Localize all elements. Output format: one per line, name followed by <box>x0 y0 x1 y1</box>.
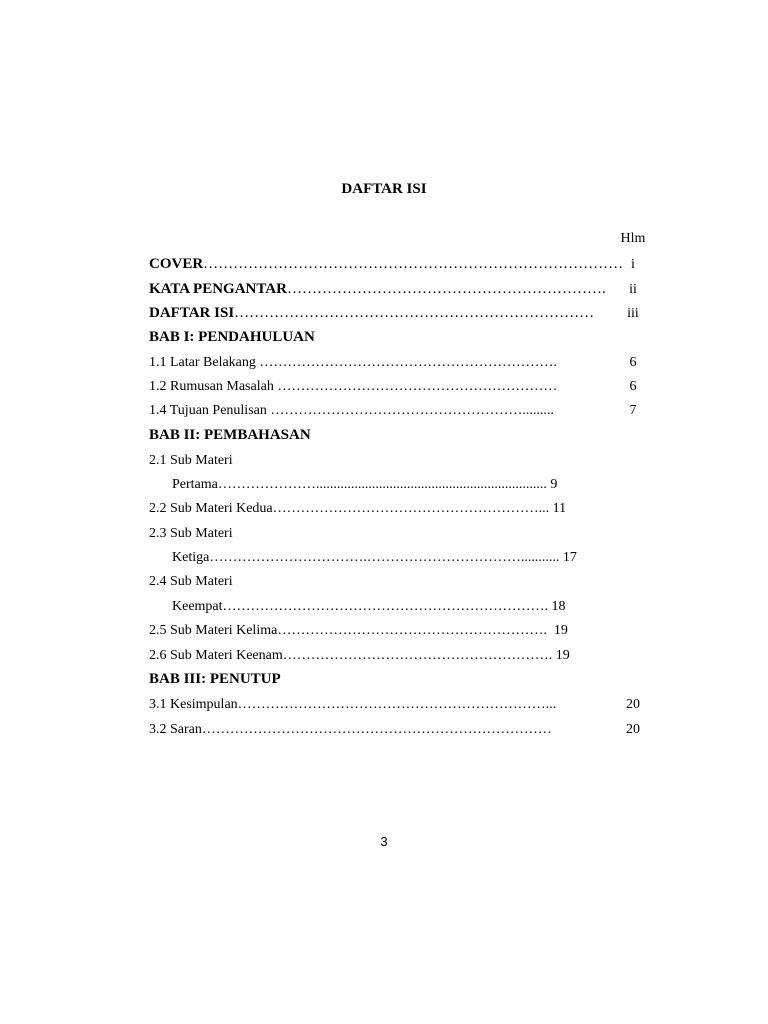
toc-page: 20 <box>626 697 640 712</box>
toc-dots: …………………………………………………. <box>282 648 553 663</box>
toc-label: DAFTAR ISI <box>149 305 235 321</box>
toc-entry-2-1-cont <box>172 477 557 499</box>
toc-page: 7 <box>629 403 637 418</box>
toc-label: 3.2 Saran <box>149 722 202 737</box>
toc-label: KATA PENGANTAR <box>149 281 287 297</box>
toc-label: Pertama <box>172 477 218 492</box>
page-title: DAFTAR ISI <box>341 181 427 197</box>
toc-label: 2.1 Sub Materi <box>149 453 233 468</box>
toc-label: 1.2 Rumusan Masalah <box>149 379 278 394</box>
toc-label: 1.1 Latar Belakang <box>149 355 260 370</box>
toc-page: 11 <box>552 501 567 516</box>
toc-chapter-bab-3 <box>149 671 281 693</box>
toc-entry-1-2 <box>149 379 557 401</box>
toc-dots: ……………………………………………………………… <box>234 305 595 321</box>
toc-label: 2.5 Sub Materi Kelima <box>149 623 278 638</box>
toc-dots: ………………………………………………………………………… <box>203 256 624 272</box>
toc-page: 6 <box>629 379 637 394</box>
toc-label: BAB II: PEMBAHASAN <box>149 427 311 443</box>
toc-label: BAB III: PENUTUP <box>149 671 281 687</box>
toc-entry-3-1 <box>149 697 556 719</box>
toc-entry-1-4 <box>149 403 554 425</box>
toc-entry-2-6 <box>149 648 570 670</box>
toc-label: Ketiga <box>172 550 210 565</box>
toc-page: 6 <box>629 355 637 370</box>
toc-page: 19 <box>555 648 570 663</box>
toc-dots: …………………………………………………………... <box>237 697 557 712</box>
toc-entry-2-3 <box>149 526 233 548</box>
toc-chapter-bab-2 <box>149 427 311 449</box>
toc-page: iii <box>627 306 639 321</box>
toc-dots: …………………………………………………. <box>277 623 547 638</box>
toc-label: 2.4 Sub Materi <box>149 574 233 589</box>
toc-label: COVER <box>149 256 204 272</box>
toc-page: 20 <box>626 722 640 737</box>
footer-page-number: 3 <box>380 834 388 849</box>
toc-entry-kata-pengantar <box>149 281 606 303</box>
toc-label: BAB I: PENDAHULUAN <box>149 329 315 345</box>
toc-page: 19 <box>553 623 568 638</box>
toc-label: Keempat <box>172 599 223 614</box>
toc-entry-2-2 <box>149 501 566 523</box>
toc-label: 2.3 Sub Materi <box>149 526 233 541</box>
toc-entry-2-4 <box>149 574 233 596</box>
toc-label: 1.4 Tujuan Penulisan <box>149 403 271 418</box>
toc-page: 9 <box>550 477 558 492</box>
hlm-header: Hlm <box>620 231 646 246</box>
toc-entry-cover <box>149 256 623 278</box>
toc-page: 17 <box>562 550 577 565</box>
toc-entry-2-1 <box>149 453 233 475</box>
toc-page: 18 <box>551 599 566 614</box>
toc-dots: …………………………………………………... <box>272 501 550 516</box>
toc-chapter-bab-1 <box>149 329 315 351</box>
toc-label: 2.2 Sub Materi Kedua <box>149 501 273 516</box>
toc-dots: ………………………………………………......... <box>270 403 554 418</box>
toc-entry-2-5 <box>149 623 568 645</box>
toc-label: 2.6 Sub Materi Keenam <box>149 648 283 663</box>
toc-dots: ………………………………………………………. <box>286 281 606 297</box>
toc-entry-2-3-cont <box>172 550 577 572</box>
toc-entry-1-1 <box>149 355 557 377</box>
toc-dots: ………………………………………………………. <box>259 355 557 370</box>
toc-dots: …………………………….……………………………........... <box>209 550 560 565</box>
toc-dots: …………………………………………………… <box>277 379 558 394</box>
toc-page: i <box>631 257 635 272</box>
toc-label: 3.1 Kesimpulan <box>149 697 238 712</box>
toc-entry-daftar-isi <box>149 305 594 327</box>
toc-dots: ………………………………………………………………… <box>201 722 552 737</box>
toc-entry-2-4-cont <box>172 599 566 621</box>
toc-dots: ………………….................................................................. <box>217 477 547 492</box>
toc-entry-3-2 <box>149 722 552 744</box>
toc-page: ii <box>629 282 637 297</box>
toc-dots: ……………………………………………………………. <box>222 599 549 614</box>
